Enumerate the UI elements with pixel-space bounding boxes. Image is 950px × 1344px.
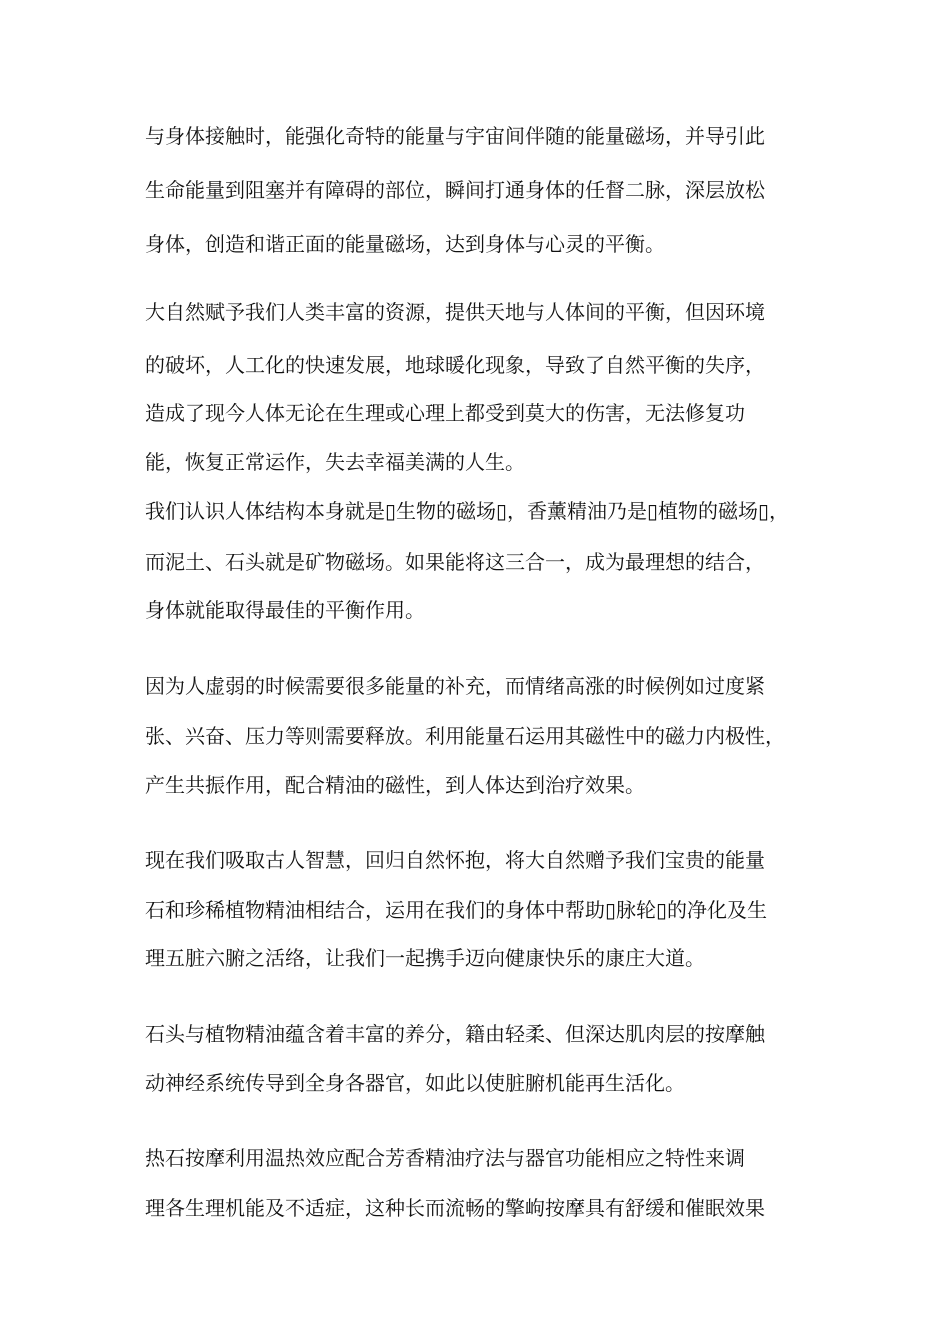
text-line: 的破坏，人工化的快速发展，地球暖化现象，导致了自然平衡的失序， — [145, 353, 765, 377]
text-line: 能，恢复正常运作，失去幸福美满的人生。 — [145, 450, 525, 474]
text-line: 张、兴奋、压力等则需要释放。利用能量石运用其磁性中的磁力内极性， — [145, 724, 785, 748]
text-line: 造成了现今人体无论在生理或心理上都受到莫大的伤害，无法修复功 — [145, 401, 745, 425]
text-line: 大自然赋予我们人类丰富的资源，提供天地与人体间的平衡，但因环境 — [145, 300, 765, 324]
text-line: 而泥土、石头就是矿物磁场。如果能将这三合一，成为最理想的结合， — [145, 550, 765, 574]
text-line: 理各生理机能及不适症，这种长而流畅的擎岣按摩具有舒缓和催眠效果 — [145, 1196, 765, 1220]
text-line: 热石按摩利用温热效应配合芳香精油疗法与器官功能相应之特性来调 — [145, 1146, 745, 1170]
text-line: 现在我们吸取古人智慧，回归自然怀抱，将大自然赠予我们宝贵的能量 — [145, 848, 765, 872]
text-line: 石头与植物精油蕴含着丰富的养分，籍由轻柔、但深达肌肉层的按摩触 — [145, 1022, 765, 1046]
text-line: 因为人虚弱的时候需要很多能量的补充，而情绪高涨的时候例如过度紧 — [145, 674, 765, 698]
text-line: 我们认识人体结构本身就是▯生物的磁场▯，香薰精油乃是▯植物的磁场▯， — [145, 499, 790, 523]
text-line: 与身体接触时，能强化奇特的能量与宇宙间伴随的能量磁场，并导引此 — [145, 124, 765, 148]
text-line: 动神经系统传导到全身各器官，如此以使脏腑机能再生活化。 — [145, 1071, 685, 1095]
text-line: 身体就能取得最佳的平衡作用。 — [145, 598, 425, 622]
text-line: 理五脏六腑之活络，让我们一起携手迈向健康快乐的康庄大道。 — [145, 946, 705, 970]
text-line: 石和珍稀植物精油相结合，运用在我们的身体中帮助▯脉轮▯的净化及生 — [145, 898, 768, 922]
text-line: 身体，创造和谐正面的能量磁场，达到身体与心灵的平衡。 — [145, 232, 665, 256]
text-line: 产生共振作用，配合精油的磁性，到人体达到治疗效果。 — [145, 773, 645, 797]
text-line: 生命能量到阻塞并有障碍的部位，瞬间打通身体的任督二脉，深层放松 — [145, 178, 765, 202]
